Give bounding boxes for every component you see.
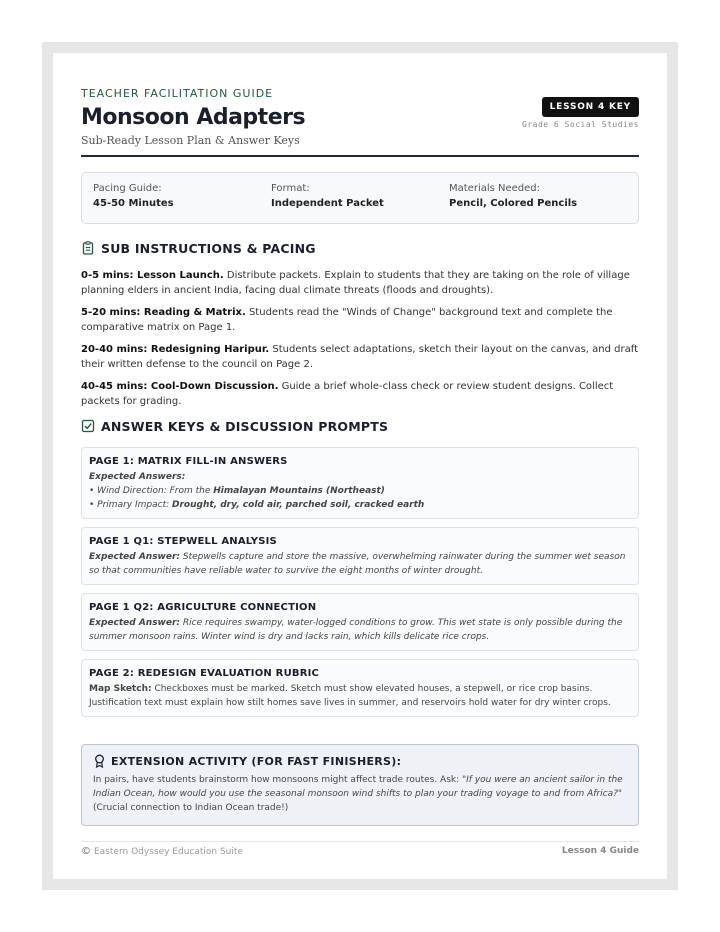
clipboard-icon [81, 241, 95, 255]
pacing-steps [81, 268, 639, 409]
step-label: 20-40 mins: Redesigning Haripur. [81, 344, 270, 355]
instructions-heading [81, 241, 639, 255]
card-body [89, 470, 631, 512]
answer-card-stepwell [81, 527, 639, 585]
step-item [81, 268, 639, 298]
answer-line: • Primary Impact: Drought, dry, cold air, parched soil, cracked earth [89, 500, 425, 510]
step-text: Guide a brief whole-class check or review student designs. Collect packets for grading. [81, 381, 614, 407]
extension-body: In pairs, have students brainstorm how monsoons might affect trade routes. Ask: "If you were an ancient sailor in the Indian Ocean, how would you use the seasonal monsoon wind shifts to plan your trading voyage to and from Africa?" (Crucial connection to Indian Ocean trade!) [93, 775, 623, 813]
card-title: PAGE 1 Q2: AGRICULTURE CONNECTION [89, 602, 317, 613]
expected-label: Expected Answers: [89, 472, 186, 482]
extension-title: EXTENSION ACTIVITY (FOR FAST FINISHERS): [111, 754, 402, 768]
card-title: PAGE 1: MATRIX FILL-IN ANSWERS [89, 456, 288, 467]
extension-heading [93, 754, 627, 768]
info-materials [449, 183, 627, 213]
card-title: PAGE 1 Q1: STEPWELL ANALYSIS [89, 536, 277, 547]
footer-left [81, 846, 243, 857]
header [81, 87, 639, 157]
info-value: Independent Packet [271, 198, 384, 209]
answers-heading [81, 419, 639, 433]
card-body: Expected Answer: Stepwells capture and store the massive, overwhelming rainwater during the summer wet season so that communities have reliable water to survive the eight months of winter drought. [89, 552, 626, 576]
info-value: Pencil, Colored Pencils [449, 198, 578, 209]
kicker: TEACHER FACILITATION GUIDE [81, 87, 274, 100]
extension-box [81, 744, 639, 826]
answer-card-agriculture [81, 593, 639, 651]
card-body: Expected Answer: Rice requires swampy, water-logged conditions to grow. This wet state is only possible during the summer monsoon rains. Winter wind is dry and lacks rain, which kills delicate rice crops. [89, 618, 623, 642]
footer-right: Lesson 4 Guide [561, 846, 639, 856]
step-text: Students select adaptations, sketch their layout on the canvas, and draft their written defense to the council on Page 2. [81, 344, 638, 370]
answer-card-matrix [81, 447, 639, 519]
info-format [271, 183, 449, 213]
section-title: ANSWER KEYS & DISCUSSION PROMPTS [101, 418, 389, 434]
answer-cards [81, 447, 639, 717]
lesson-badge: LESSON 4 KEY [542, 97, 639, 117]
step-label: 0-5 mins: Lesson Launch. [81, 270, 224, 281]
step-text: Distribute packets. Explain to students that they are taking on the role of village planning elders in ancient India, facing dual climate threats (floods and droughts). [81, 270, 630, 296]
info-label: Materials Needed: [449, 183, 541, 194]
step-text: Students read the "Winds of Change" background text and complete the comparative matrix on Page 1. [81, 307, 613, 333]
section-title: SUB INSTRUCTIONS & PACING [101, 240, 316, 256]
step-item [81, 305, 639, 335]
answer-line: • Wind Direction: From the Himalayan Mountains (Northeast) [89, 486, 385, 496]
copyright-icon: © [81, 846, 91, 857]
page-subtitle: Sub-Ready Lesson Plan & Answer Keys [81, 134, 300, 147]
step-item [81, 342, 639, 372]
card-title: PAGE 2: REDESIGN EVALUATION RUBRIC [89, 668, 320, 679]
info-label: Pacing Guide: [93, 183, 162, 194]
checkbox-icon [81, 419, 95, 433]
grade-label: Grade 6 Social Studies [522, 120, 639, 129]
info-pacing [93, 183, 271, 213]
card-body: Map Sketch: Checkboxes must be marked. Sketch must show elevated houses, a stepwell, or rice crop basins. Justification text must explain how stilt homes save lives in summer, and reservoirs hold water for dry winter crops. [89, 684, 611, 708]
footer-publisher: Eastern Odyssey Education Suite [94, 846, 243, 857]
step-item [81, 379, 639, 409]
document-page [53, 53, 667, 879]
footer [81, 841, 639, 857]
page-title: Monsoon Adapters [81, 105, 306, 130]
step-label: 5-20 mins: Reading & Matrix. [81, 307, 246, 318]
info-label: Format: [271, 183, 310, 194]
step-label: 40-45 mins: Cool-Down Discussion. [81, 381, 279, 392]
info-box [81, 172, 639, 224]
answer-card-rubric [81, 659, 639, 717]
info-value: 45-50 Minutes [93, 198, 174, 209]
award-icon [93, 754, 106, 768]
